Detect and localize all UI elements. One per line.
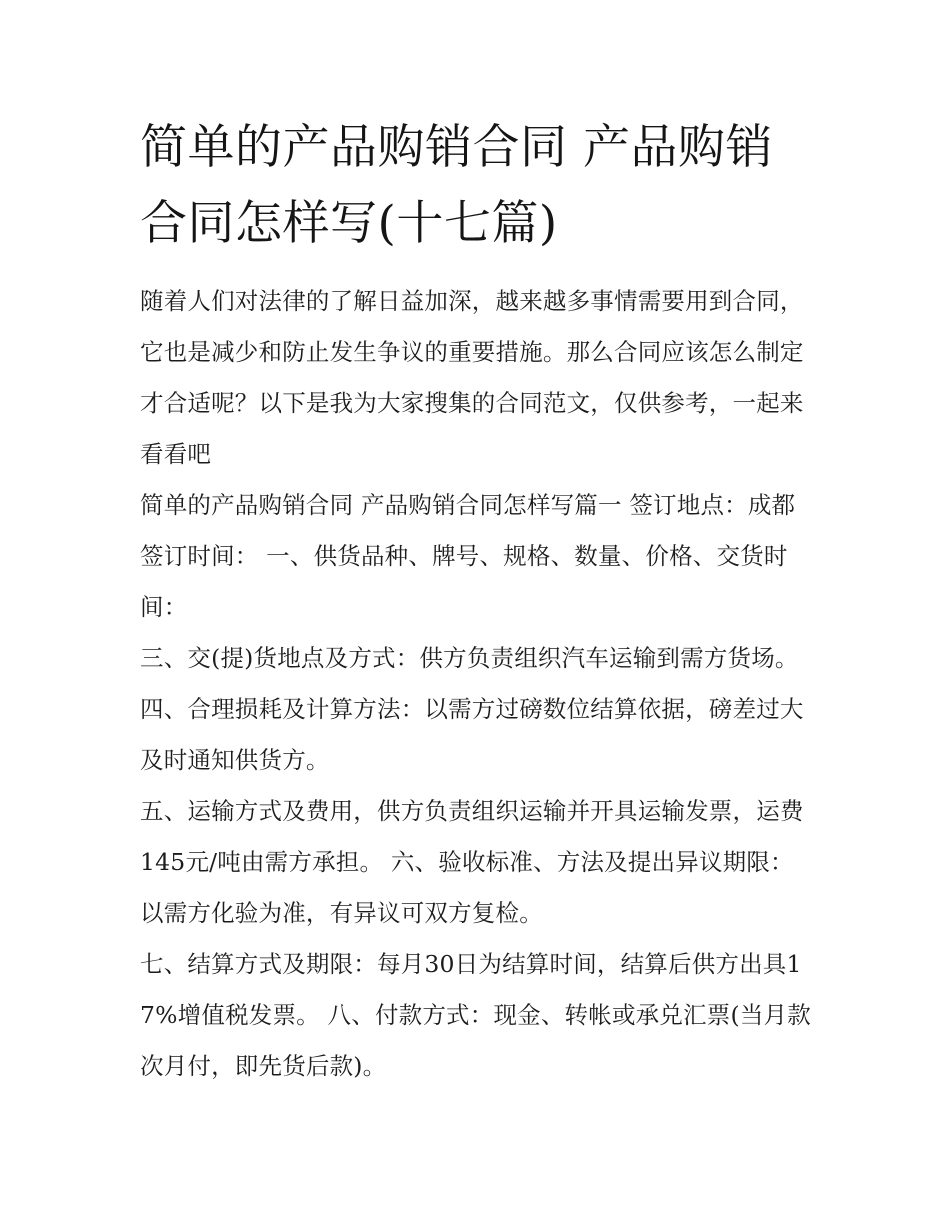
document-body [140, 276, 812, 1092]
paragraph-delivery: 三、交(提)货地点及方式：供方负责组织汽车运输到需方货场。 四、合理损耗及计算方法：以需方过磅数位结算依据，磅差过大及时通知供货方。 [140, 644, 804, 774]
paragraph-settlement: 七、结算方式及期限：每月30日为结算时间，结算后供方出具17%增值税发票。 八、付款方式：现金、转帐或承兑汇票(当月款次月付，即先货后款)。 [140, 950, 811, 1080]
document-title: 简单的产品购销合同 产品购销合同怎样写(十七篇) [140, 120, 773, 251]
paragraph-transport: 五、运输方式及费用，供方负责组织运输并开具运输发票，运费145元/吨由需方承担。 六、验收标准、方法及提出异议期限：以需方化验为准，有异议可双方复检。 [140, 797, 804, 927]
paragraph-contract-header: 简单的产品购销合同 产品购销合同怎样写篇一 签订地点：成都签订时间： 一、供货品种、牌号、规格、数量、价格、交货时间： [140, 491, 796, 621]
paragraph-intro: 随着人们对法律的了解日益加深，越来越多事情需要用到合同，它也是减少和防止发生争议的重要措施。那么合同应该怎么制定才合适呢？以下是我为大家搜集的合同范文，仅供参考，一起来看看吧 [140, 287, 804, 468]
